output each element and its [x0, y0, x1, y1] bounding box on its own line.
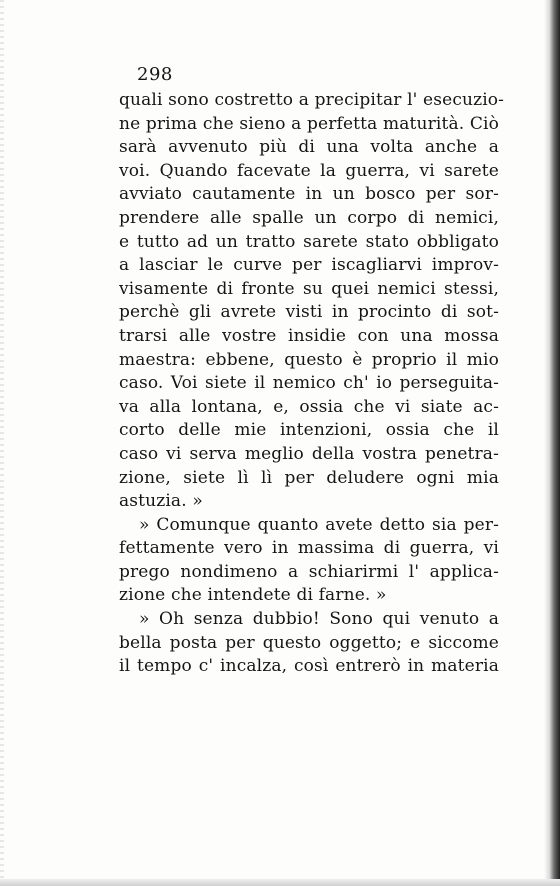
text-line: perchè gli avrete visti in procinto di sot-	[119, 302, 499, 323]
page-right-edge	[550, 0, 560, 886]
text-line: e tutto ad un tratto sarete stato obbligato	[119, 231, 499, 252]
paragraph-start-line: » Oh senza dubbio! Sono qui venuto a	[139, 609, 499, 630]
text-line: sarà avvenuto più di una volta anche a	[119, 137, 499, 158]
paragraph-end-line: zione che intendete di farne. »	[119, 585, 387, 606]
text-line: trarsi alle vostre insidie con una mossa	[119, 325, 499, 346]
text-line: caso. Voi siete il nemico ch' io perseguita-	[119, 373, 499, 394]
text-line: il tempo c' incalza, così entrerò in materia	[119, 656, 499, 677]
paragraph-end-line: astuzia. »	[119, 491, 203, 512]
body-text	[119, 89, 505, 679]
text-line: prego nondimeno a schiarirmi l' applica-	[119, 561, 499, 582]
page-bottom-edge	[0, 879, 560, 886]
text-line: corto delle mie intenzioni, ossia che il	[119, 420, 499, 441]
text-line: visamente di fronte su quei nemici stessi,	[119, 278, 499, 299]
text-line: zione, siete lì lì per deludere ogni mia	[119, 467, 499, 488]
text-line: a lasciar le curve per iscagliarvi improv-	[119, 255, 499, 276]
text-line: maestra: ebbene, questo è proprio il mio	[119, 349, 499, 370]
page-left-edge	[0, 0, 4, 886]
text-line: avviato cautamente in un bosco per sor-	[119, 184, 499, 205]
paragraph-start-line: » Comunque quanto avete detto sia per-	[139, 514, 499, 535]
page-number: 298	[137, 64, 173, 85]
text-line: fettamente vero in massima di guerra, vi	[119, 538, 499, 559]
text-line: voi. Quando facevate la guerra, vi sarete	[119, 160, 499, 181]
text-line: prendere alle spalle un corpo di nemici,	[119, 207, 499, 228]
text-line: caso vi serva meglio della vostra penetra-	[119, 443, 499, 464]
text-line: quali sono costretto a precipitar l' esecuzio-	[119, 90, 505, 110]
text-line: va alla lontana, e, ossia che vi siate ac-	[119, 396, 499, 417]
text-line: ne prima che sieno a perfetta maturità. Ciò	[119, 113, 499, 134]
text-line: bella posta per questo oggetto; e siccome	[119, 632, 499, 653]
